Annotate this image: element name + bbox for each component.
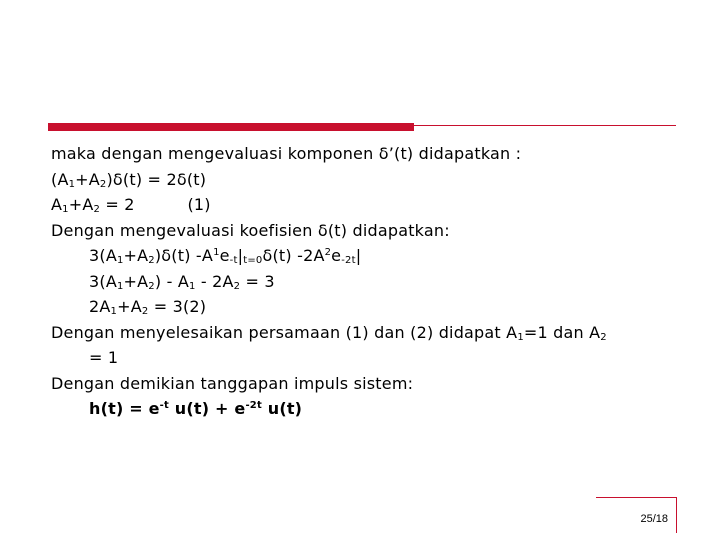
equation-line-5: $3(A_1+A_2)\delta(t)$ $-A^1e_{-t}|_{t=0}\delta(t)$ $-2A^2e_{-2t}|$ xyxy=(89,246,362,266)
text-line-1: maka dengan mengevaluasi komponen δ’(t) didapatkan : xyxy=(51,144,522,163)
slide-content xyxy=(51,141,681,422)
text-line-8: Dengan menyelesaikan persamaan (1) dan (2) didapat $A_1=1$ dan $A_2$ xyxy=(51,322,607,343)
title-accent-bar xyxy=(48,123,414,131)
equation-line-7: $2A_1+A_2 = 3(2)$ xyxy=(89,297,207,317)
text-line-9: = 1 xyxy=(89,348,119,367)
title-accent-line xyxy=(414,125,676,126)
text-line-4: Dengan mengevaluasi koefisien δ(t) didapatkan: xyxy=(51,220,450,240)
equation-line-6: $3(A_1+A_2) - A_1 - 2A_2 = 3$ xyxy=(89,271,275,292)
equation-line-3: $A_1+A_2 = 2$ (1) xyxy=(51,195,211,215)
equation-line-2: $(A_1+A_2)\delta(t) = 2\delta(t)$ xyxy=(51,169,207,190)
text-line-10: Dengan demikian tanggapan impuls sistem: xyxy=(51,373,414,393)
footer-vertical-rule xyxy=(676,497,677,533)
footer-rule xyxy=(596,497,676,498)
result-equation: $h(t) = e^{-t}$ $u(t) + e^{-2t}$ u(t) xyxy=(89,399,303,418)
page-number: 25/18 xyxy=(640,513,668,525)
